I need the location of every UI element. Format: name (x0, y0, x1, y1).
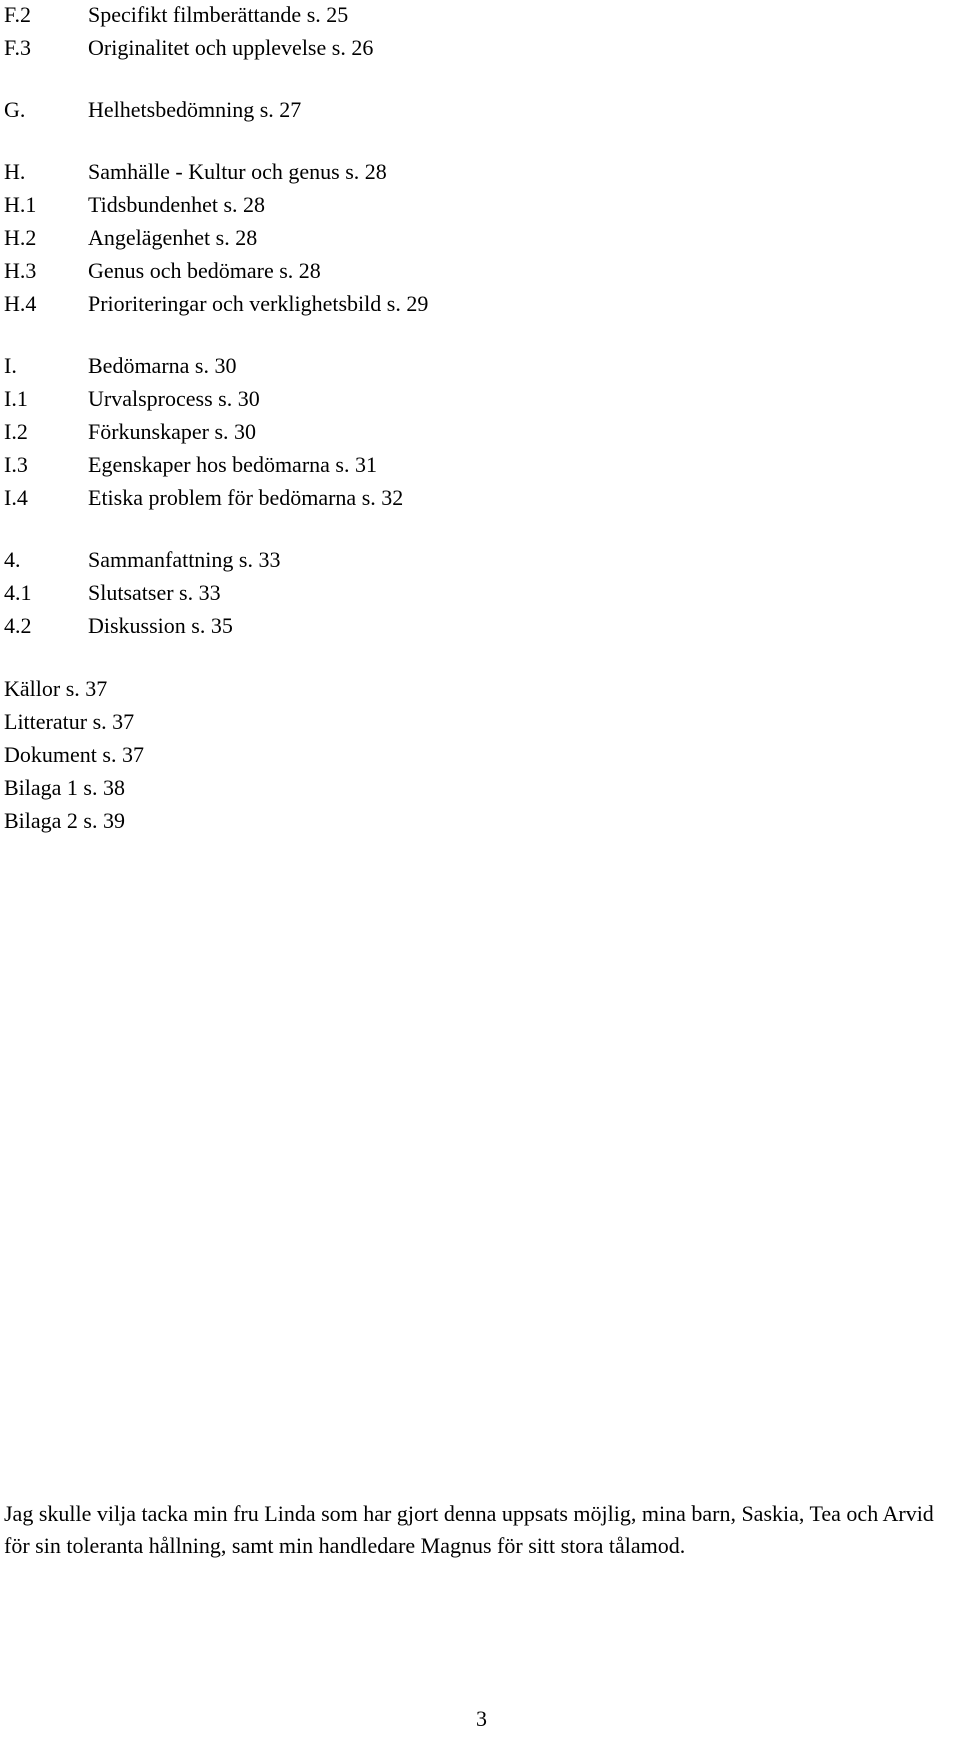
toc-entry-number: H.1 (4, 192, 37, 217)
toc-entry-number: I.4 (4, 485, 28, 510)
toc-entry-f2 (4, 0, 348, 30)
page-number: 3 (476, 1706, 487, 1731)
toc-entry-number: I.3 (4, 452, 28, 477)
acknowledgement-paragraph: Jag skulle vilja tacka min fru Linda som har gjort denna uppsats möjlig, mina barn, Saskia, Tea och Arvid för sin toleranta hållning, samt min handledare Magnus för sitt stora tålamod. (4, 1501, 934, 1558)
toc-entry-number: G. (4, 97, 26, 122)
toc-entry-number: H. (4, 159, 26, 184)
toc-entry-bilaga-1: Bilaga 1 s. 38 (4, 775, 125, 800)
toc-entry-number: 4. (4, 547, 21, 572)
toc-entry-h1 (4, 190, 265, 220)
toc-entry-title: Egenskaper hos bedömarna s. 31 (88, 452, 377, 477)
toc-entry-title: Samhälle - Kultur och genus s. 28 (88, 159, 387, 184)
toc-entry-dokument: Dokument s. 37 (4, 742, 144, 767)
toc-entry-i2 (4, 417, 256, 447)
toc-entry-i4 (4, 483, 403, 513)
toc-entry-title: Prioriteringar och verklighetsbild s. 29 (88, 291, 429, 316)
toc-entry-number: I.2 (4, 419, 28, 444)
toc-entry-i3 (4, 450, 377, 480)
toc-entry-title: Tidsbundenhet s. 28 (88, 192, 266, 217)
toc-entry-bilaga-2: Bilaga 2 s. 39 (4, 808, 125, 833)
toc-entry-title: Originalitet och upplevelse s. 26 (88, 35, 374, 60)
toc-entry-title: Slutsatser s. 33 (88, 580, 221, 605)
toc-entry-number: H.4 (4, 291, 37, 316)
toc-entry-title: Sammanfattning s. 33 (88, 547, 281, 572)
toc-entry-title: Urvalsprocess s. 30 (88, 386, 260, 411)
toc-entry-title: Diskussion s. 35 (88, 613, 233, 638)
toc-entry-title: Förkunskaper s. 30 (88, 419, 257, 444)
toc-entry-g (4, 95, 301, 125)
toc-entry-number: F.2 (4, 2, 31, 27)
toc-entry-h3 (4, 256, 321, 286)
toc-entry-litteratur: Litteratur s. 37 (4, 709, 135, 734)
toc-entry-title: Bedömarna s. 30 (88, 353, 237, 378)
toc-entry-4-2 (4, 611, 233, 641)
toc-entry-number: H.2 (4, 225, 37, 250)
toc-entry-number: F.3 (4, 35, 31, 60)
toc-entry-h2 (4, 223, 257, 253)
toc-entry-number: I.1 (4, 386, 28, 411)
toc-entry-f3 (4, 33, 373, 63)
toc-entry-number: H.3 (4, 258, 37, 283)
toc-entry-title: Specifikt filmberättande s. 25 (88, 2, 349, 27)
toc-entry-4 (4, 545, 280, 575)
toc-entry-title: Genus och bedömare s. 28 (88, 258, 321, 283)
toc-entry-number: 4.1 (4, 580, 32, 605)
toc-entry-title: Angelägenhet s. 28 (88, 225, 258, 250)
toc-entry-h4 (4, 289, 428, 319)
toc-entry-number: I. (4, 353, 17, 378)
toc-entry-title: Helhetsbedömning s. 27 (88, 97, 302, 122)
toc-entry-i (4, 351, 236, 381)
toc-entry-4-1 (4, 578, 221, 608)
toc-entry-kallor: Källor s. 37 (4, 676, 108, 701)
toc-entry-title: Etiska problem för bedömarna s. 32 (88, 485, 404, 510)
toc-entry-i1 (4, 384, 260, 414)
toc-entry-h (4, 157, 387, 187)
toc-entry-number: 4.2 (4, 613, 32, 638)
